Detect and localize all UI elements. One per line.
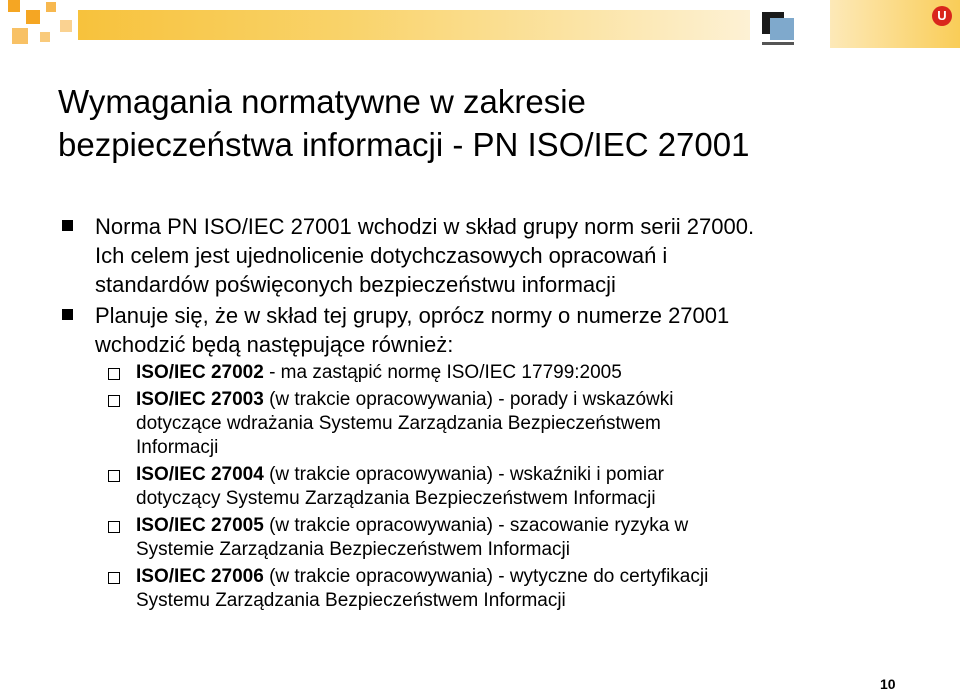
bullet-text: Ich celem jest ujednolicenie dotychczasowych opracowań i	[95, 243, 668, 268]
organization-logo-icon	[762, 12, 794, 40]
standard-code: ISO/IEC 27004	[136, 464, 264, 485]
sub-bullet-item	[60, 388, 920, 460]
decor-square-icon	[12, 28, 28, 44]
decor-square-icon	[60, 20, 72, 32]
bullet-item	[60, 301, 920, 359]
sub-bullet-text: dotyczący Systemu Zarządzania Bezpieczeństwem Informacji	[136, 488, 656, 509]
standard-code: ISO/IEC 27006	[136, 566, 264, 587]
sub-bullet-text: (w trakcie opracowywania) - szacowanie ryzyka w	[263, 515, 689, 536]
sub-bullet-item	[60, 514, 920, 562]
slide-title	[58, 80, 918, 166]
title-line-2: bezpieczeństwa informacji - PN ISO/IEC 27001	[58, 126, 750, 163]
decor-square-icon	[8, 0, 20, 12]
sub-bullet-text: dotyczące wdrażania Systemu Zarządzania Bezpieczeństwem	[136, 413, 661, 434]
sub-bullet-text: Informacji	[136, 437, 219, 458]
sub-bullet-item	[60, 463, 920, 511]
hollow-square-icon	[108, 521, 120, 533]
filled-square-icon	[62, 309, 73, 320]
bullet-text: Planuje się, że w skład tej grupy, oprócz normy o numerze 27001	[95, 303, 730, 328]
decor-square-icon	[26, 10, 40, 24]
header-banner	[0, 0, 960, 52]
hollow-square-icon	[108, 470, 120, 482]
standard-code: ISO/IEC 27005	[136, 515, 264, 536]
title-line-1: Wymagania normatywne w zakresie	[58, 83, 586, 120]
hollow-square-icon	[108, 395, 120, 407]
sub-bullet-text: Systemie Zarządzania Bezpieczeństwem Informacji	[136, 539, 571, 560]
page-number: 10	[880, 676, 896, 692]
filled-square-icon	[62, 220, 73, 231]
sub-bullet-item	[60, 361, 920, 385]
slide-content	[60, 212, 920, 616]
decor-square-icon	[40, 32, 50, 42]
bullet-text: standardów poświęconych bezpieczeństwu informacji	[95, 272, 616, 297]
decor-square-icon	[46, 2, 56, 12]
u-logo-icon: U	[932, 6, 952, 26]
standard-code: ISO/IEC 27003	[136, 389, 264, 410]
bullet-item	[60, 212, 920, 299]
hollow-square-icon	[108, 572, 120, 584]
hollow-square-icon	[108, 368, 120, 380]
sub-bullet-text: (w trakcie opracowywania) - wytyczne do certyfikacji	[263, 566, 709, 587]
bullet-text: Norma PN ISO/IEC 27001 wchodzi w skład grupy norm serii 27000.	[95, 214, 755, 239]
sub-bullet-text: - ma zastąpić normę ISO/IEC 17799:2005	[263, 362, 622, 383]
sub-bullet-text: (w trakcie opracowywania) - porady i wskazówki	[263, 389, 674, 410]
sub-bullet-item	[60, 565, 920, 613]
banner-bar	[78, 10, 750, 40]
sub-bullet-text: (w trakcie opracowywania) - wskaźniki i pomiar	[263, 464, 664, 485]
standard-code: ISO/IEC 27002	[136, 362, 264, 383]
bullet-text: wchodzić będą następujące również:	[95, 332, 454, 357]
sub-bullet-text: Systemu Zarządzania Bezpieczeństwem Informacji	[136, 590, 566, 611]
